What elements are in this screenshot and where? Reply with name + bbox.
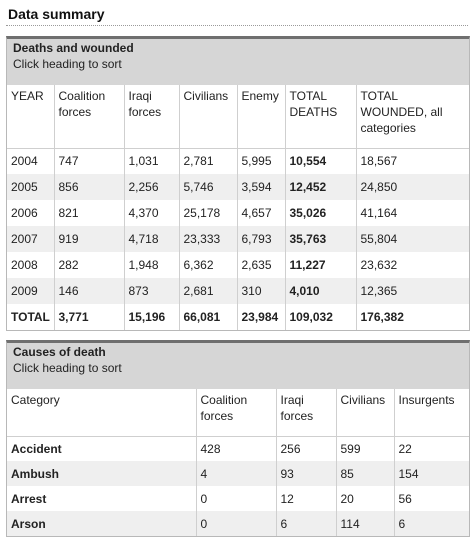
- cell-civilians: 2,781: [179, 148, 237, 174]
- table-row: [7, 226, 469, 252]
- deaths-wounded-header: [7, 39, 469, 85]
- cell-civilians: 25,178: [179, 200, 237, 226]
- sort-hint: Click heading to sort: [13, 57, 122, 71]
- col-iraqi-forces[interactable]: Iraqi forces: [276, 389, 336, 436]
- page-title: Data summary: [8, 6, 105, 22]
- cell-year: 2009: [7, 278, 54, 304]
- cell-year: 2006: [7, 200, 54, 226]
- cell-year: 2007: [7, 226, 54, 252]
- cell-civilians: 599: [336, 436, 394, 461]
- cell-total-wounded: 55,804: [356, 226, 469, 252]
- col-year[interactable]: YEAR: [7, 85, 54, 148]
- cell-enemy: 4,657: [237, 200, 285, 226]
- cell-category: Arson: [7, 511, 196, 536]
- cell-iraqi: 15,196: [124, 304, 179, 330]
- col-civilians[interactable]: Civilians: [179, 85, 237, 148]
- cell-year: 2005: [7, 174, 54, 200]
- cell-iraqi: 2,256: [124, 174, 179, 200]
- cell-iraqi: 256: [276, 436, 336, 461]
- table-row: [7, 461, 469, 486]
- cell-total-wounded: 41,164: [356, 200, 469, 226]
- cell-coalition: 282: [54, 252, 124, 278]
- cell-civilians: 6,362: [179, 252, 237, 278]
- cell-total-deaths: 12,452: [285, 174, 356, 200]
- cell-total-deaths: 4,010: [285, 278, 356, 304]
- cell-iraqi: 873: [124, 278, 179, 304]
- cell-total-wounded: 18,567: [356, 148, 469, 174]
- cell-year: 2004: [7, 148, 54, 174]
- cell-civilians: 85: [336, 461, 394, 486]
- causes-of-death-title: Causes of death: [13, 345, 106, 359]
- cell-coalition: 428: [196, 436, 276, 461]
- table-row: [7, 436, 469, 461]
- cell-enemy: 5,995: [237, 148, 285, 174]
- cell-iraqi: 4,718: [124, 226, 179, 252]
- cell-coalition: 747: [54, 148, 124, 174]
- total-row: [7, 304, 469, 330]
- deaths-wounded-panel: [6, 36, 470, 331]
- cell-coalition: 3,771: [54, 304, 124, 330]
- col-coalition-forces[interactable]: Coalition forces: [54, 85, 124, 148]
- deaths-wounded-title: Deaths and wounded: [13, 41, 134, 55]
- cell-coalition: 0: [196, 486, 276, 511]
- cell-total-deaths: 10,554: [285, 148, 356, 174]
- cell-enemy: 23,984: [237, 304, 285, 330]
- cell-iraqi: 12: [276, 486, 336, 511]
- table-row: [7, 174, 469, 200]
- cell-enemy: 6,793: [237, 226, 285, 252]
- cell-civilians: 114: [336, 511, 394, 536]
- table-row: [7, 278, 469, 304]
- table-row: [7, 486, 469, 511]
- table-row: [7, 511, 469, 536]
- cell-enemy: 310: [237, 278, 285, 304]
- cell-total-wounded: 23,632: [356, 252, 469, 278]
- cell-insurgents: 22: [394, 436, 469, 461]
- cell-civilians: 20: [336, 486, 394, 511]
- causes-of-death-table: [7, 389, 469, 536]
- cell-enemy: 3,594: [237, 174, 285, 200]
- causes-of-death-panel: [6, 340, 470, 537]
- table-row: [7, 148, 469, 174]
- sort-hint: Click heading to sort: [13, 361, 122, 375]
- cell-coalition: 146: [54, 278, 124, 304]
- cell-coalition: 821: [54, 200, 124, 226]
- col-civilians[interactable]: Civilians: [336, 389, 394, 436]
- col-enemy[interactable]: Enemy: [237, 85, 285, 148]
- cell-coalition: 856: [54, 174, 124, 200]
- cell-total-wounded: 12,365: [356, 278, 469, 304]
- cell-insurgents: 154: [394, 461, 469, 486]
- cell-year: TOTAL: [7, 304, 54, 330]
- col-iraqi-forces[interactable]: Iraqi forces: [124, 85, 179, 148]
- cell-total-wounded: 176,382: [356, 304, 469, 330]
- cell-enemy: 2,635: [237, 252, 285, 278]
- cell-coalition: 0: [196, 511, 276, 536]
- cell-civilians: 66,081: [179, 304, 237, 330]
- cell-iraqi: 93: [276, 461, 336, 486]
- cell-category: Arrest: [7, 486, 196, 511]
- cell-total-wounded: 24,850: [356, 174, 469, 200]
- cell-iraqi: 1,948: [124, 252, 179, 278]
- cell-iraqi: 4,370: [124, 200, 179, 226]
- table-row: [7, 200, 469, 226]
- cell-coalition: 919: [54, 226, 124, 252]
- col-category[interactable]: Category: [7, 389, 196, 436]
- cell-insurgents: 56: [394, 486, 469, 511]
- cell-iraqi: 1,031: [124, 148, 179, 174]
- cell-civilians: 23,333: [179, 226, 237, 252]
- causes-of-death-header: [7, 343, 469, 389]
- cell-civilians: 5,746: [179, 174, 237, 200]
- table-row: [7, 252, 469, 278]
- cell-total-deaths: 109,032: [285, 304, 356, 330]
- cell-total-deaths: 11,227: [285, 252, 356, 278]
- col-coalition-forces[interactable]: Coalition forces: [196, 389, 276, 436]
- cell-category: Accident: [7, 436, 196, 461]
- col-insurgents[interactable]: Insurgents: [398, 393, 455, 407]
- col-total-deaths[interactable]: TOTAL DEATHS: [285, 85, 356, 148]
- cell-total-deaths: 35,763: [285, 226, 356, 252]
- deaths-wounded-table: [7, 85, 469, 330]
- col-total-wounded[interactable]: TOTAL WOUNDED, all categories: [360, 89, 443, 135]
- cell-category: Ambush: [7, 461, 196, 486]
- cell-insurgents: 6: [394, 511, 469, 536]
- cell-civilians: 2,681: [179, 278, 237, 304]
- cell-year: 2008: [7, 252, 54, 278]
- cell-iraqi: 6: [276, 511, 336, 536]
- cell-total-deaths: 35,026: [285, 200, 356, 226]
- title-divider: [6, 25, 468, 26]
- cell-coalition: 4: [196, 461, 276, 486]
